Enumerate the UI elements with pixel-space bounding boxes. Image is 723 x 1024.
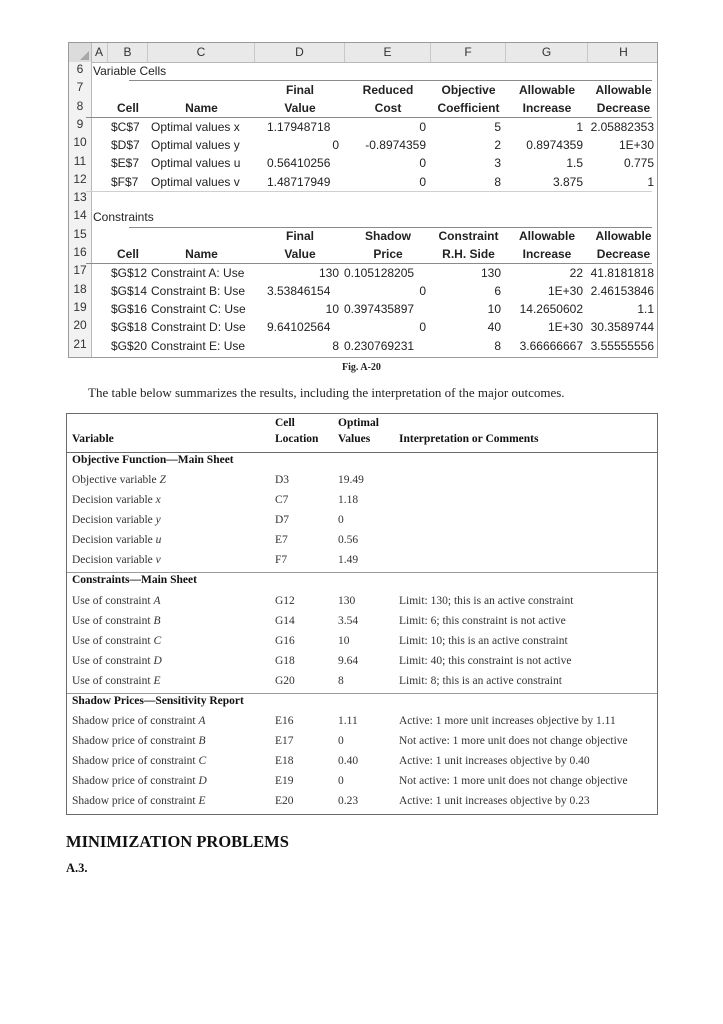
- row-label-text: Decision variable: [72, 554, 156, 566]
- reduced-cost: 0: [419, 120, 426, 134]
- variable-header-row-1: [91, 81, 657, 99]
- row-comment: Active: 1 unit increases objective by 0.23: [399, 795, 590, 807]
- cell-ref: $F$7: [111, 175, 139, 189]
- constraint-header-row-2: [91, 245, 657, 263]
- col-header-variable: Variable: [72, 433, 114, 445]
- allowable-increase: 3.66666667: [519, 339, 583, 353]
- row-cell: E17: [275, 735, 294, 747]
- row-label-text: Use of constraint: [72, 595, 154, 607]
- allowable-decrease: 1: [647, 175, 654, 189]
- shadow-price: 0.230769231: [344, 339, 415, 353]
- row-value: 1.49: [338, 554, 359, 566]
- hdr-allow-dec: Allowable: [595, 229, 652, 243]
- constraint-row: [91, 318, 657, 336]
- row-header-bar: [69, 62, 92, 358]
- row-label: [72, 595, 160, 607]
- row-label-text: Use of constraint: [72, 635, 154, 647]
- final-value: 0: [332, 138, 339, 152]
- row-label-text: Use of constraint: [72, 655, 154, 667]
- constraint-row: [91, 337, 657, 355]
- hdr-increase: Increase: [522, 101, 572, 115]
- cell-name: Optimal values x: [151, 120, 240, 134]
- hdr-coefficient: Coefficient: [437, 101, 500, 115]
- row-cell: E20: [275, 795, 294, 807]
- hdr-constraint: Constraint: [438, 229, 499, 243]
- rhs-value: 130: [480, 266, 501, 280]
- row-number: 18: [73, 282, 87, 296]
- section-end-rule: [86, 191, 652, 192]
- row-number: 8: [76, 99, 84, 113]
- hdr-cost: Cost: [374, 101, 402, 115]
- row-comment: Limit: 6; this constraint is not active: [399, 615, 566, 627]
- final-value: 3.53846154: [267, 284, 331, 298]
- col-header-cell: Cell: [275, 417, 295, 429]
- hdr-increase: Increase: [522, 247, 572, 261]
- objective-coef: 3: [494, 156, 501, 170]
- row-label: [72, 615, 160, 627]
- section-heading: MINIMIZATION PROBLEMS: [66, 832, 289, 851]
- row-var: B: [198, 735, 206, 747]
- row-cell: E19: [275, 775, 294, 787]
- row-label-text: Shadow price of constraint: [72, 735, 199, 747]
- row-cell: G20: [275, 675, 295, 687]
- constraint-row: [91, 264, 657, 282]
- row-var: u: [155, 534, 162, 546]
- row-number: 9: [76, 117, 84, 131]
- rhs-value: 6: [494, 284, 501, 298]
- col-header-h: H: [619, 45, 628, 59]
- row-number: 11: [73, 154, 87, 168]
- cell-ref: $D$7: [111, 138, 140, 152]
- row-label: [72, 534, 161, 546]
- final-value: 130: [318, 266, 339, 280]
- row-value: 0.40: [338, 755, 359, 767]
- allowable-increase: 1E+30: [547, 284, 583, 298]
- cell-ref: $G$16: [111, 302, 148, 316]
- allowable-decrease: 41.8181818: [590, 266, 654, 280]
- cell-ref: $G$18: [111, 320, 148, 334]
- cell-name: Constraint C: Use: [151, 302, 246, 316]
- hdr-decrease: Decrease: [596, 101, 651, 115]
- row-number: 19: [73, 300, 87, 314]
- hdr-price: Price: [373, 247, 403, 261]
- row-var: Z: [159, 474, 166, 486]
- row-label-text: Decision variable: [72, 514, 156, 526]
- row-cell: D3: [275, 474, 290, 486]
- hdr-cell: Cell: [116, 247, 139, 261]
- row-cell: E7: [275, 534, 288, 546]
- hdr-rhs: R.H. Side: [442, 247, 495, 261]
- row-value: 10: [338, 635, 350, 647]
- row-comment: Limit: 8; this is an active constraint: [399, 675, 562, 687]
- row-cell: E16: [275, 715, 294, 727]
- hdr-allow-inc: Allowable: [518, 83, 575, 97]
- hdr-final: Final: [285, 229, 314, 243]
- row-cell: G12: [275, 595, 295, 607]
- reduced-cost: 0: [419, 156, 426, 170]
- row-var: C: [198, 755, 207, 767]
- intro-paragraph: The table below summarizes the results, including the interpretation of the major outcomes.: [88, 385, 565, 400]
- shadow-price: 0: [419, 284, 426, 298]
- final-value: 0.56410256: [267, 156, 331, 170]
- row-value: 3.54: [338, 615, 359, 627]
- row-label-text: Shadow price of constraint: [72, 775, 199, 787]
- constraints-title-row: [91, 208, 657, 226]
- row-cell: C7: [275, 494, 289, 506]
- hdr-name: Name: [185, 101, 218, 115]
- row-value: 130: [338, 595, 356, 607]
- row-label: [72, 735, 206, 747]
- row-value: 19.49: [338, 474, 364, 486]
- hdr-objective: Objective: [441, 83, 496, 97]
- cell-ref: $E$7: [111, 156, 140, 170]
- shadow-price: 0.397435897: [344, 302, 415, 316]
- row-comment: Not active: 1 more unit does not change objective: [399, 775, 628, 787]
- final-value: 9.64102564: [267, 320, 331, 334]
- row-var: y: [155, 514, 161, 526]
- row-number: 10: [73, 135, 87, 149]
- constraint-row: [91, 300, 657, 318]
- row-label: [72, 554, 161, 566]
- row-label: [72, 675, 160, 687]
- row-comment: Not active: 1 more unit does not change objective: [399, 735, 628, 747]
- row-label: [72, 474, 166, 486]
- hdr-allow-inc: Allowable: [518, 229, 575, 243]
- row-label: [72, 514, 161, 526]
- final-value: 1.48717949: [267, 175, 331, 189]
- col-header-c: C: [148, 43, 255, 62]
- cell-ref: $G$14: [111, 284, 148, 298]
- row-value: 1.18: [338, 494, 359, 506]
- row-var: D: [153, 655, 162, 667]
- variable-cells-title: Variable Cells: [93, 64, 167, 78]
- hdr-final: Final: [285, 83, 314, 97]
- allowable-increase: 22: [569, 266, 583, 280]
- row-var: x: [155, 494, 161, 506]
- row-label: [72, 635, 161, 647]
- row-value: 0: [338, 735, 344, 747]
- shadow-price: 0.105128205: [344, 266, 415, 280]
- row-var: B: [153, 615, 161, 627]
- objective-coef: 5: [494, 120, 501, 134]
- row-cell: E18: [275, 755, 294, 767]
- cell-name: Optimal values y: [151, 138, 240, 152]
- row-number: 14: [73, 208, 87, 222]
- row-value: 0.56: [338, 534, 359, 546]
- variable-cells-title-row: [91, 62, 657, 80]
- row-cell: D7: [275, 514, 290, 526]
- allowable-increase: 14.2650602: [519, 302, 583, 316]
- row-number: 13: [73, 190, 87, 204]
- constraints-title: Constraints: [93, 210, 154, 224]
- row-var: E: [153, 675, 161, 687]
- allowable-decrease: 1.1: [637, 302, 654, 316]
- row-var: A: [198, 715, 206, 727]
- row-number: 20: [73, 318, 87, 332]
- hdr-value: Value: [284, 247, 316, 261]
- cell-name: Constraint B: Use: [151, 284, 246, 298]
- constraint-row: [91, 282, 657, 300]
- reduced-cost: -0.8974359: [365, 138, 426, 152]
- allowable-decrease: 1E+30: [618, 138, 654, 152]
- row-number: 12: [73, 172, 87, 186]
- allowable-decrease: 2.05882353: [590, 120, 654, 134]
- allowable-decrease: 0.775: [623, 156, 654, 170]
- row-number: 16: [73, 245, 87, 259]
- allowable-decrease: 30.3589744: [590, 320, 654, 334]
- col-header-optimal: Optimal: [338, 417, 379, 429]
- row-number: 17: [73, 263, 87, 277]
- row-label-text: Objective variable: [72, 474, 160, 486]
- row-label-text: Use of constraint: [72, 615, 154, 627]
- col-header-interpretation: Interpretation or Comments: [399, 433, 539, 445]
- row-number: 7: [76, 80, 84, 94]
- row-label-text: Shadow price of constraint: [72, 755, 199, 767]
- row-label-text: Use of constraint: [72, 675, 154, 687]
- cell-name: Constraint A: Use: [151, 266, 245, 280]
- row-cell: G14: [275, 615, 295, 627]
- col-header-f: F: [431, 43, 506, 62]
- allowable-increase: 1: [576, 120, 583, 134]
- row-var: C: [153, 635, 162, 647]
- row-cell: G18: [275, 655, 295, 667]
- constraint-header-row-1: [91, 227, 657, 245]
- col-header-location: Location: [275, 433, 319, 445]
- objective-coef: 8: [494, 175, 501, 189]
- row-value: 1.11: [338, 715, 358, 727]
- rhs-value: 10: [487, 302, 501, 316]
- hdr-name: Name: [185, 247, 218, 261]
- row-label: [72, 655, 162, 667]
- col-header-values: Values: [338, 433, 371, 445]
- row-comment: Active: 1 unit increases objective by 0.40: [399, 755, 590, 767]
- allowable-increase: 0.8974359: [526, 138, 583, 152]
- section-title-shadow-prices: Shadow Prices—Sensitivity Report: [72, 695, 244, 707]
- row-value: 8: [338, 675, 344, 687]
- hdr-decrease: Decrease: [596, 247, 651, 261]
- row-number: 15: [73, 227, 87, 241]
- row-comment: Limit: 40; this constraint is not active: [399, 655, 572, 667]
- summary-table: [66, 413, 658, 815]
- row-label-text: Shadow price of constraint: [72, 715, 199, 727]
- hdr-cell: Cell: [116, 101, 139, 115]
- row-value: 0: [338, 514, 344, 526]
- final-value: 8: [332, 339, 339, 353]
- sensitivity-report-image: [68, 42, 658, 358]
- row-var: v: [155, 554, 161, 566]
- reduced-cost: 0: [419, 175, 426, 189]
- hdr-value: Value: [284, 101, 316, 115]
- hdr-allow-dec: Allowable: [595, 83, 652, 97]
- section-title-constraints: Constraints—Main Sheet: [72, 574, 197, 586]
- figure-caption: Fig. A-20: [342, 362, 381, 373]
- select-all-corner: [69, 43, 92, 62]
- variable-header-row-2: [91, 99, 657, 117]
- row-label: [72, 715, 206, 727]
- subsection-label: A.3.: [66, 861, 88, 875]
- section-rule: [67, 693, 657, 694]
- row-var: D: [198, 775, 207, 787]
- row-value: 9.64: [338, 655, 359, 667]
- cell-name: Constraint D: Use: [151, 320, 246, 334]
- row-cell: F7: [275, 554, 288, 566]
- row-value: 0.23: [338, 795, 359, 807]
- final-value: 10: [325, 302, 339, 316]
- objective-coef: 2: [494, 138, 501, 152]
- row-var: E: [198, 795, 206, 807]
- section-title-objective: Objective Function—Main Sheet: [72, 454, 234, 466]
- variable-row: [91, 173, 657, 191]
- row-var: A: [153, 595, 161, 607]
- allowable-increase: 1.5: [566, 156, 583, 170]
- col-header-d: D: [255, 43, 345, 62]
- shadow-price: 0: [419, 320, 426, 334]
- cell-name: Constraint E: Use: [151, 339, 246, 353]
- row-number: 21: [73, 337, 87, 351]
- row-label-text: Decision variable: [72, 494, 156, 506]
- cell-name: Optimal values u: [151, 156, 241, 170]
- cell-ref: $G$20: [111, 339, 148, 353]
- col-header-e: E: [345, 43, 431, 62]
- row-comment: Limit: 130; this is an active constraint: [399, 595, 574, 607]
- col-header-a: A: [91, 43, 108, 62]
- section-rule: [67, 572, 657, 573]
- row-label: [72, 755, 206, 767]
- row-number: 6: [76, 62, 84, 76]
- cell-name: Optimal values v: [151, 175, 240, 189]
- hdr-reduced: Reduced: [362, 83, 414, 97]
- row-label: [72, 775, 207, 787]
- variable-row: [91, 118, 657, 136]
- rhs-value: 8: [494, 339, 501, 353]
- row-cell: G16: [275, 635, 295, 647]
- row-label: [72, 795, 206, 807]
- hdr-shadow: Shadow: [364, 229, 411, 243]
- row-comment: Active: 1 more unit increases objective by 1.11: [399, 715, 616, 727]
- cell-ref: $C$7: [111, 120, 140, 134]
- row-label-text: Shadow price of constraint: [72, 795, 199, 807]
- rhs-value: 40: [487, 320, 501, 334]
- row-value: 0: [338, 775, 344, 787]
- col-header-g: G: [506, 43, 588, 62]
- allowable-decrease: 3.55555556: [590, 339, 654, 353]
- variable-row: [91, 154, 657, 172]
- col-header-b: B: [108, 43, 148, 62]
- row-label: [72, 494, 161, 506]
- row-comment: Limit: 10; this is an active constraint: [399, 635, 568, 647]
- column-header-bar: [69, 43, 657, 63]
- allowable-decrease: 2.46153846: [590, 284, 654, 298]
- row-label-text: Decision variable: [72, 534, 156, 546]
- cell-ref: $G$12: [111, 266, 148, 280]
- allowable-increase: 3.875: [552, 175, 583, 189]
- variable-row: [91, 136, 657, 154]
- final-value: 1.17948718: [267, 120, 331, 134]
- header-rule: [67, 452, 657, 453]
- allowable-increase: 1E+30: [547, 320, 583, 334]
